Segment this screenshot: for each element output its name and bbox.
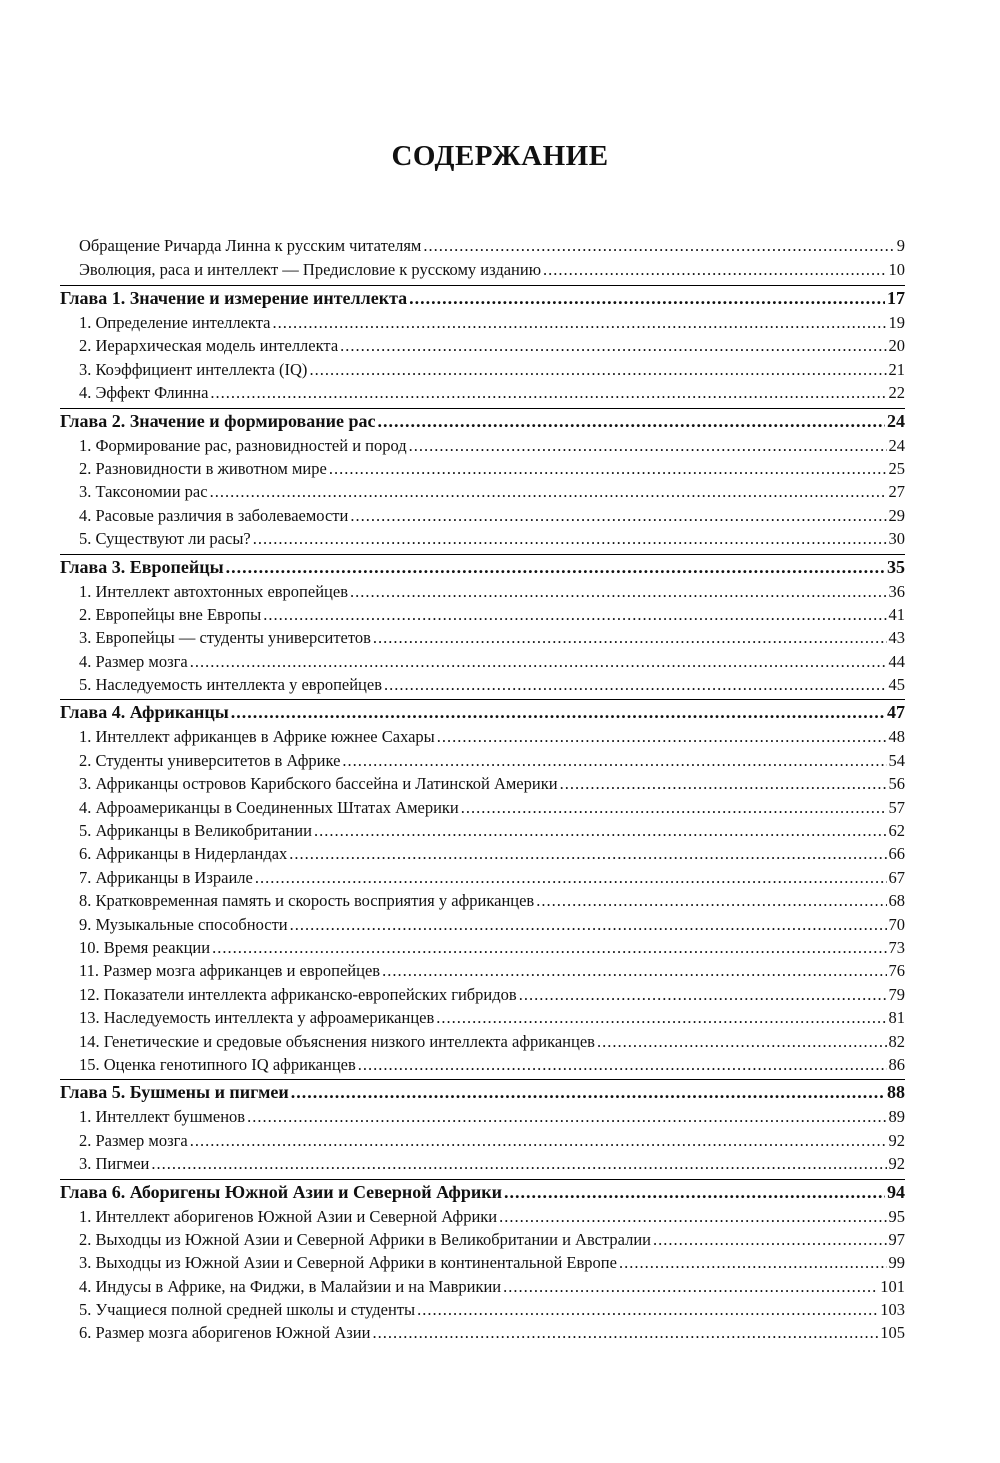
dot-leader <box>409 286 885 311</box>
dot-leader <box>247 1105 886 1128</box>
toc-entry-title: 5. Наследуемость интеллекта у европейцев <box>79 675 383 695</box>
toc-entry-title: 6. Размер мозга аборигенов Южной Азии <box>79 1323 371 1343</box>
toc-entry <box>60 866 905 889</box>
dot-leader <box>384 673 886 696</box>
toc-entry-title: 14. Генетические и средовые объяснения низкого интеллекта африканцев <box>79 1031 595 1051</box>
dot-leader <box>499 1205 886 1228</box>
dot-leader <box>373 626 887 649</box>
toc-chapter-heading <box>60 699 905 725</box>
dot-leader <box>423 234 894 258</box>
dot-leader <box>263 603 886 626</box>
dot-leader <box>461 796 887 819</box>
toc-entry <box>60 1275 905 1298</box>
toc-entry-title: 2. Размер мозга <box>79 1130 188 1150</box>
toc-entry <box>60 434 905 457</box>
toc-entry <box>60 311 905 334</box>
toc-entry-title: 3. Европейцы — студенты университетов <box>79 628 371 648</box>
dot-leader <box>436 1006 886 1029</box>
toc-page-number: 29 <box>888 505 905 525</box>
toc-entry-title: 10. Время реакции <box>79 937 211 957</box>
toc-page-number: 25 <box>888 458 905 478</box>
toc-entry <box>60 936 905 959</box>
toc-entry <box>60 842 905 865</box>
toc-entry-title: 9. Музыкальные способности <box>79 914 288 934</box>
toc-page-number: 81 <box>888 1008 905 1028</box>
dot-leader <box>212 936 886 959</box>
toc-entry-title: 2. Иерархическая модель интеллекта <box>79 336 339 356</box>
toc-entry <box>60 1321 905 1344</box>
toc-entry <box>60 1105 905 1128</box>
chapter-title: Глава 2. Значение и формирование рас <box>60 410 376 431</box>
dot-leader <box>190 1129 887 1152</box>
toc-entry-title: 2. Студенты университетов в Африке <box>79 750 341 770</box>
dot-leader <box>210 381 886 404</box>
toc-page-number: 76 <box>888 961 905 981</box>
dot-leader <box>543 258 886 282</box>
dot-leader <box>619 1251 887 1274</box>
toc-page-number: 68 <box>888 891 905 911</box>
toc-entry <box>60 381 905 404</box>
toc-entry-title: 3. Пигмеи <box>79 1154 150 1174</box>
toc-page-number: 19 <box>888 313 905 332</box>
chapter-page-number: 94 <box>887 1181 905 1202</box>
toc-page-number: 56 <box>888 774 905 794</box>
toc-entry-title: 3. Африканцы островов Карибского бассейна и Латинской Америки <box>79 774 558 794</box>
chapter-title: Глава 5. Бушмены и пигмеи <box>60 1082 289 1103</box>
toc-entry-title: 5. Африканцы в Великобритании <box>79 821 312 841</box>
toc-entry-title: 13. Наследуемость интеллекта у афроамериканцев <box>79 1008 435 1028</box>
toc-entry <box>60 819 905 842</box>
toc-page-number: 41 <box>888 604 905 624</box>
dot-leader <box>255 866 887 889</box>
dot-leader <box>372 1321 878 1344</box>
toc-entry <box>60 1053 905 1076</box>
toc-page-number: 67 <box>888 867 905 887</box>
toc-entry <box>60 650 905 673</box>
toc-entry-title: 1. Интеллект автохтонных европейцев <box>79 581 348 601</box>
toc-entry <box>60 725 905 748</box>
dot-leader <box>190 650 887 673</box>
dot-leader <box>358 1053 887 1076</box>
toc-entry <box>60 1006 905 1029</box>
toc-entry <box>60 889 905 912</box>
toc-entry <box>60 626 905 649</box>
toc-page-number: 9 <box>896 236 905 255</box>
toc-chapter-heading <box>60 554 905 580</box>
toc-entry-title: 1. Определение интеллекта <box>79 313 271 332</box>
dot-leader <box>536 889 886 912</box>
dot-leader <box>350 580 887 603</box>
toc-entry-title: 4. Расовые различия в заболеваемости <box>79 505 349 525</box>
toc-page-number: 44 <box>888 651 905 671</box>
toc-page-number: 92 <box>888 1130 905 1150</box>
dot-leader <box>340 334 886 357</box>
dot-leader <box>503 1275 878 1298</box>
toc-page-number: 20 <box>888 336 905 356</box>
dot-leader <box>437 725 887 748</box>
toc-entry-title: 12. Показатели интеллекта африканско-европейских гибридов <box>79 984 517 1004</box>
dot-leader <box>253 527 887 550</box>
toc-page-number: 54 <box>888 750 905 770</box>
dot-leader <box>409 434 887 457</box>
toc-intro-entry <box>60 258 905 282</box>
chapter-page-number: 24 <box>887 410 905 431</box>
toc-chapter-heading <box>60 1179 905 1205</box>
toc-page-number: 92 <box>888 1154 905 1174</box>
toc-entry-title: 1. Интеллект аборигенов Южной Азии и Северной Африки <box>79 1206 498 1226</box>
toc-entry <box>60 1030 905 1053</box>
chapter-page-number: 17 <box>887 288 905 308</box>
dot-leader <box>597 1030 887 1053</box>
toc-entry-title: 11. Размер мозга африканцев и европейцев <box>79 961 381 981</box>
toc-entry <box>60 504 905 527</box>
dot-leader <box>226 555 885 580</box>
toc-entry-title: 3. Таксономии рас <box>79 482 208 502</box>
chapter-title: Глава 1. Значение и измерение интеллекта <box>60 288 408 308</box>
toc-entry-title: 6. Африканцы в Нидерландах <box>79 844 288 864</box>
table-of-contents <box>60 234 905 1345</box>
dot-leader <box>309 358 886 381</box>
toc-entry <box>60 1298 905 1321</box>
dot-leader <box>560 772 887 795</box>
toc-entry <box>60 772 905 795</box>
dot-leader <box>417 1298 878 1321</box>
toc-entry <box>60 959 905 982</box>
toc-entry <box>60 334 905 357</box>
chapter-title: Глава 3. Европейцы <box>60 556 224 577</box>
dot-leader <box>377 409 885 434</box>
toc-chapter-heading <box>60 1079 905 1105</box>
toc-page-number: 21 <box>888 359 905 379</box>
toc-entry-title: 1. Интеллект бушменов <box>79 1107 246 1127</box>
toc-intro-entry <box>60 234 905 258</box>
toc-entry-title: 4. Размер мозга <box>79 651 188 671</box>
toc-page-number: 10 <box>888 260 905 279</box>
chapter-page-number: 35 <box>887 556 905 577</box>
dot-leader <box>329 457 887 480</box>
toc-page-number: 24 <box>888 435 905 455</box>
chapter-page-number: 88 <box>887 1082 905 1103</box>
toc-page-number: 45 <box>888 675 905 695</box>
toc-entry-title: 5. Существуют ли расы? <box>79 529 251 549</box>
dot-leader <box>291 1080 885 1105</box>
dot-leader <box>273 311 887 334</box>
toc-entry <box>60 527 905 550</box>
chapter-page-number: 47 <box>887 702 905 723</box>
toc-page-number: 99 <box>888 1253 905 1273</box>
toc-entry <box>60 358 905 381</box>
toc-entry <box>60 457 905 480</box>
toc-entry <box>60 983 905 1006</box>
toc-page-number: 22 <box>888 383 905 403</box>
toc-page-number: 105 <box>880 1323 905 1343</box>
toc-chapter-heading <box>60 408 905 434</box>
dot-leader <box>382 959 886 982</box>
toc-entry <box>60 1152 905 1175</box>
toc-entry-title: 2. Европейцы вне Европы <box>79 604 262 624</box>
toc-entry-title: 4. Афроамериканцы в Соединенных Штатах Америки <box>79 797 459 817</box>
toc-entry <box>60 673 905 696</box>
toc-entry-title: 2. Выходцы из Южной Азии и Северной Африки в Великобритании и Австралии <box>79 1229 652 1249</box>
toc-page-number: 62 <box>888 821 905 841</box>
toc-page-number: 57 <box>888 797 905 817</box>
toc-entry-title: 15. Оценка генотипного IQ африканцев <box>79 1054 356 1074</box>
dot-leader <box>519 983 887 1006</box>
toc-page-number: 82 <box>888 1031 905 1051</box>
toc-page-number: 43 <box>888 628 905 648</box>
toc-entry-title: Эволюция, раса и интеллект — Предисловие к русскому изданию <box>79 260 542 279</box>
page-title: СОДЕРЖАНИЕ <box>391 140 609 172</box>
toc-entry <box>60 749 905 772</box>
toc-entry-title: 3. Выходцы из Южной Азии и Северной Африки в континентальной Европе <box>79 1253 617 1273</box>
toc-page-number: 95 <box>888 1206 905 1226</box>
toc-page-number: 48 <box>888 727 905 747</box>
toc-entry-title: 5. Учащиеся полной средней школы и студенты <box>79 1300 416 1320</box>
chapter-title: Глава 4. Африканцы <box>60 702 229 723</box>
toc-page-number: 97 <box>888 1229 905 1249</box>
toc-entry-title: 7. Африканцы в Израиле <box>79 867 253 887</box>
dot-leader <box>653 1228 886 1251</box>
dot-leader <box>289 842 886 865</box>
dot-leader <box>290 913 887 936</box>
dot-leader <box>350 504 886 527</box>
toc-page-number: 103 <box>880 1300 905 1320</box>
dot-leader <box>231 700 885 725</box>
toc-entry <box>60 796 905 819</box>
toc-entry-title: 2. Разновидности в животном мире <box>79 458 327 478</box>
toc-entry <box>60 1228 905 1251</box>
toc-chapter-heading <box>60 285 905 311</box>
toc-page-number: 73 <box>888 937 905 957</box>
toc-entry-title: 8. Кратковременная память и скорость восприятия у африканцев <box>79 891 535 911</box>
toc-page-number: 66 <box>888 844 905 864</box>
toc-entry-title: Обращение Ричарда Линна к русским читателям <box>79 236 422 255</box>
toc-entry <box>60 1251 905 1274</box>
toc-entry-title: 1. Интеллект африканцев в Африке южнее Сахары <box>79 727 435 747</box>
toc-page-number: 79 <box>888 984 905 1004</box>
dot-leader <box>342 749 886 772</box>
chapter-title: Глава 6. Аборигены Южной Азии и Северной Африки <box>60 1181 503 1202</box>
dot-leader <box>504 1180 885 1205</box>
toc-entry-title: 4. Индусы в Африке, на Фиджи, в Малайзии и на Маврикии <box>79 1276 502 1296</box>
toc-entry-title: 4. Эффект Флинна <box>79 383 209 403</box>
toc-entry <box>60 480 905 503</box>
toc-entry-title: 3. Коэффициент интеллекта (IQ) <box>79 359 308 379</box>
toc-entry <box>60 913 905 936</box>
toc-entry <box>60 1129 905 1152</box>
toc-page-number: 27 <box>888 482 905 502</box>
toc-page-number: 89 <box>888 1107 905 1127</box>
toc-page-number: 86 <box>888 1054 905 1074</box>
dot-leader <box>151 1152 886 1175</box>
dot-leader <box>210 480 887 503</box>
toc-entry <box>60 603 905 626</box>
dot-leader <box>314 819 887 842</box>
toc-entry <box>60 1205 905 1228</box>
toc-page-number: 30 <box>888 529 905 549</box>
toc-page-number: 36 <box>888 581 905 601</box>
toc-page-number: 70 <box>888 914 905 934</box>
toc-page-number: 101 <box>880 1276 905 1296</box>
toc-entry-title: 1. Формирование рас, разновидностей и пород <box>79 435 407 455</box>
toc-entry <box>60 580 905 603</box>
